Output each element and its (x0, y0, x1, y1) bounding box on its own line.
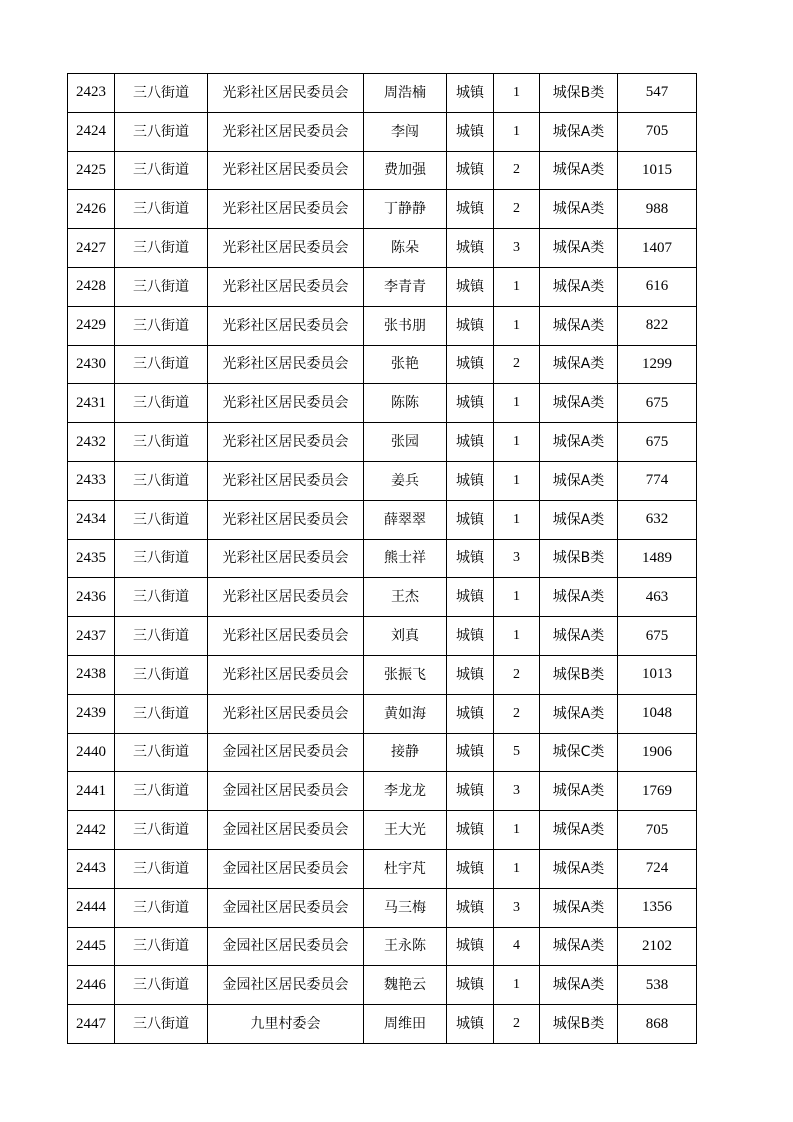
household-size-cell: 1 (494, 306, 540, 345)
area-type-cell: 城镇 (447, 461, 494, 500)
row-number-cell: 2441 (68, 772, 115, 811)
category-cell: 城保A类 (540, 423, 618, 462)
household-size-cell: 1 (494, 384, 540, 423)
category-cell: 城保A类 (540, 345, 618, 384)
street-cell: 三八街道 (115, 190, 208, 229)
community-cell: 光彩社区居民委员会 (208, 267, 364, 306)
amount-cell: 1769 (618, 772, 697, 811)
amount-cell: 1015 (618, 151, 697, 190)
household-size-cell: 1 (494, 461, 540, 500)
community-cell: 光彩社区居民委员会 (208, 694, 364, 733)
area-type-cell: 城镇 (447, 966, 494, 1005)
street-cell: 三八街道 (115, 849, 208, 888)
person-name-cell: 姜兵 (364, 461, 447, 500)
row-number-cell: 2432 (68, 423, 115, 462)
area-type-cell: 城镇 (447, 811, 494, 850)
amount-cell: 1048 (618, 694, 697, 733)
person-name-cell: 王大光 (364, 811, 447, 850)
household-size-cell: 4 (494, 927, 540, 966)
row-number-cell: 2436 (68, 578, 115, 617)
person-name-cell: 李青青 (364, 267, 447, 306)
person-name-cell: 马三梅 (364, 888, 447, 927)
area-type-cell: 城镇 (447, 190, 494, 229)
category-cell: 城保B类 (540, 539, 618, 578)
household-size-cell: 1 (494, 267, 540, 306)
table-row (68, 190, 697, 229)
table-row (68, 151, 697, 190)
amount-cell: 538 (618, 966, 697, 1005)
table-row (68, 112, 697, 151)
household-size-cell: 3 (494, 539, 540, 578)
street-cell: 三八街道 (115, 267, 208, 306)
community-cell: 光彩社区居民委员会 (208, 190, 364, 229)
community-cell: 金园社区居民委员会 (208, 849, 364, 888)
row-number-cell: 2427 (68, 229, 115, 268)
table-row (68, 384, 697, 423)
area-type-cell: 城镇 (447, 578, 494, 617)
community-cell: 光彩社区居民委员会 (208, 539, 364, 578)
street-cell: 三八街道 (115, 423, 208, 462)
person-name-cell: 张园 (364, 423, 447, 462)
person-name-cell: 张书朋 (364, 306, 447, 345)
amount-cell: 705 (618, 811, 697, 850)
person-name-cell: 费加强 (364, 151, 447, 190)
household-size-cell: 1 (494, 578, 540, 617)
household-size-cell: 2 (494, 151, 540, 190)
row-number-cell: 2433 (68, 461, 115, 500)
person-name-cell: 黄如海 (364, 694, 447, 733)
person-name-cell: 魏艳云 (364, 966, 447, 1005)
community-cell: 光彩社区居民委员会 (208, 617, 364, 656)
household-size-cell: 5 (494, 733, 540, 772)
area-type-cell: 城镇 (447, 267, 494, 306)
category-cell: 城保C类 (540, 733, 618, 772)
row-number-cell: 2426 (68, 190, 115, 229)
area-type-cell: 城镇 (447, 1005, 494, 1044)
community-cell: 金园社区居民委员会 (208, 888, 364, 927)
person-name-cell: 薛翠翠 (364, 500, 447, 539)
community-cell: 光彩社区居民委员会 (208, 306, 364, 345)
person-name-cell: 陈朵 (364, 229, 447, 268)
street-cell: 三八街道 (115, 888, 208, 927)
amount-cell: 1407 (618, 229, 697, 268)
amount-cell: 1356 (618, 888, 697, 927)
table-row (68, 655, 697, 694)
row-number-cell: 2423 (68, 74, 115, 113)
table-row (68, 345, 697, 384)
table-row (68, 772, 697, 811)
row-number-cell: 2440 (68, 733, 115, 772)
area-type-cell: 城镇 (447, 384, 494, 423)
table-row (68, 74, 697, 113)
household-size-cell: 1 (494, 617, 540, 656)
household-size-cell: 1 (494, 849, 540, 888)
row-number-cell: 2444 (68, 888, 115, 927)
street-cell: 三八街道 (115, 655, 208, 694)
street-cell: 三八街道 (115, 74, 208, 113)
amount-cell: 1906 (618, 733, 697, 772)
category-cell: 城保A类 (540, 151, 618, 190)
table-row (68, 539, 697, 578)
category-cell: 城保A类 (540, 927, 618, 966)
category-cell: 城保A类 (540, 461, 618, 500)
amount-cell: 774 (618, 461, 697, 500)
street-cell: 三八街道 (115, 617, 208, 656)
table-row (68, 306, 697, 345)
household-size-cell: 1 (494, 423, 540, 462)
area-type-cell: 城镇 (447, 888, 494, 927)
area-type-cell: 城镇 (447, 927, 494, 966)
household-size-cell: 1 (494, 966, 540, 1005)
person-name-cell: 李龙龙 (364, 772, 447, 811)
area-type-cell: 城镇 (447, 74, 494, 113)
row-number-cell: 2434 (68, 500, 115, 539)
category-cell: 城保B类 (540, 1005, 618, 1044)
person-name-cell: 陈陈 (364, 384, 447, 423)
category-cell: 城保A类 (540, 617, 618, 656)
street-cell: 三八街道 (115, 151, 208, 190)
community-cell: 光彩社区居民委员会 (208, 345, 364, 384)
category-cell: 城保A类 (540, 966, 618, 1005)
community-cell: 光彩社区居民委员会 (208, 151, 364, 190)
household-size-cell: 1 (494, 811, 540, 850)
community-cell: 金园社区居民委员会 (208, 927, 364, 966)
amount-cell: 632 (618, 500, 697, 539)
area-type-cell: 城镇 (447, 733, 494, 772)
row-number-cell: 2443 (68, 849, 115, 888)
person-name-cell: 周浩楠 (364, 74, 447, 113)
street-cell: 三八街道 (115, 306, 208, 345)
street-cell: 三八街道 (115, 772, 208, 811)
person-name-cell: 杜宇芃 (364, 849, 447, 888)
community-cell: 光彩社区居民委员会 (208, 500, 364, 539)
area-type-cell: 城镇 (447, 539, 494, 578)
person-name-cell: 周维田 (364, 1005, 447, 1044)
area-type-cell: 城镇 (447, 112, 494, 151)
subsidy-roster-table (67, 73, 697, 1044)
street-cell: 三八街道 (115, 811, 208, 850)
household-size-cell: 3 (494, 888, 540, 927)
category-cell: 城保B类 (540, 655, 618, 694)
table-row (68, 927, 697, 966)
street-cell: 三八街道 (115, 461, 208, 500)
table-row (68, 888, 697, 927)
street-cell: 三八街道 (115, 112, 208, 151)
amount-cell: 724 (618, 849, 697, 888)
household-size-cell: 1 (494, 112, 540, 151)
category-cell: 城保A类 (540, 694, 618, 733)
household-size-cell: 2 (494, 655, 540, 694)
area-type-cell: 城镇 (447, 772, 494, 811)
row-number-cell: 2446 (68, 966, 115, 1005)
table-row (68, 1005, 697, 1044)
table-row (68, 267, 697, 306)
row-number-cell: 2431 (68, 384, 115, 423)
area-type-cell: 城镇 (447, 849, 494, 888)
street-cell: 三八街道 (115, 927, 208, 966)
area-type-cell: 城镇 (447, 423, 494, 462)
community-cell: 九里村委会 (208, 1005, 364, 1044)
table-row (68, 578, 697, 617)
area-type-cell: 城镇 (447, 229, 494, 268)
community-cell: 金园社区居民委员会 (208, 733, 364, 772)
table-row (68, 849, 697, 888)
row-number-cell: 2437 (68, 617, 115, 656)
household-size-cell: 3 (494, 229, 540, 268)
community-cell: 光彩社区居民委员会 (208, 112, 364, 151)
amount-cell: 675 (618, 384, 697, 423)
community-cell: 金园社区居民委员会 (208, 811, 364, 850)
amount-cell: 616 (618, 267, 697, 306)
amount-cell: 675 (618, 617, 697, 656)
household-size-cell: 2 (494, 694, 540, 733)
person-name-cell: 熊士祥 (364, 539, 447, 578)
community-cell: 光彩社区居民委员会 (208, 74, 364, 113)
table-row (68, 423, 697, 462)
street-cell: 三八街道 (115, 384, 208, 423)
amount-cell: 822 (618, 306, 697, 345)
household-size-cell: 3 (494, 772, 540, 811)
household-size-cell: 1 (494, 500, 540, 539)
category-cell: 城保A类 (540, 190, 618, 229)
amount-cell: 463 (618, 578, 697, 617)
amount-cell: 1299 (618, 345, 697, 384)
community-cell: 金园社区居民委员会 (208, 772, 364, 811)
community-cell: 光彩社区居民委员会 (208, 229, 364, 268)
area-type-cell: 城镇 (447, 655, 494, 694)
area-type-cell: 城镇 (447, 617, 494, 656)
area-type-cell: 城镇 (447, 306, 494, 345)
category-cell: 城保A类 (540, 849, 618, 888)
category-cell: 城保A类 (540, 229, 618, 268)
row-number-cell: 2439 (68, 694, 115, 733)
row-number-cell: 2430 (68, 345, 115, 384)
household-size-cell: 2 (494, 345, 540, 384)
street-cell: 三八街道 (115, 733, 208, 772)
street-cell: 三八街道 (115, 500, 208, 539)
category-cell: 城保A类 (540, 888, 618, 927)
amount-cell: 1489 (618, 539, 697, 578)
category-cell: 城保B类 (540, 74, 618, 113)
household-size-cell: 2 (494, 1005, 540, 1044)
category-cell: 城保A类 (540, 384, 618, 423)
community-cell: 光彩社区居民委员会 (208, 423, 364, 462)
table-row (68, 500, 697, 539)
household-size-cell: 1 (494, 74, 540, 113)
community-cell: 金园社区居民委员会 (208, 966, 364, 1005)
street-cell: 三八街道 (115, 229, 208, 268)
amount-cell: 547 (618, 74, 697, 113)
street-cell: 三八街道 (115, 578, 208, 617)
row-number-cell: 2429 (68, 306, 115, 345)
category-cell: 城保A类 (540, 772, 618, 811)
person-name-cell: 刘真 (364, 617, 447, 656)
category-cell: 城保A类 (540, 112, 618, 151)
amount-cell: 675 (618, 423, 697, 462)
person-name-cell: 张艳 (364, 345, 447, 384)
amount-cell: 705 (618, 112, 697, 151)
area-type-cell: 城镇 (447, 500, 494, 539)
table-row (68, 733, 697, 772)
table-row (68, 617, 697, 656)
street-cell: 三八街道 (115, 345, 208, 384)
household-size-cell: 2 (494, 190, 540, 229)
category-cell: 城保A类 (540, 267, 618, 306)
row-number-cell: 2447 (68, 1005, 115, 1044)
row-number-cell: 2435 (68, 539, 115, 578)
table-row (68, 461, 697, 500)
area-type-cell: 城镇 (447, 151, 494, 190)
row-number-cell: 2428 (68, 267, 115, 306)
person-name-cell: 李闯 (364, 112, 447, 151)
community-cell: 光彩社区居民委员会 (208, 384, 364, 423)
street-cell: 三八街道 (115, 539, 208, 578)
table-row (68, 966, 697, 1005)
amount-cell: 988 (618, 190, 697, 229)
category-cell: 城保A类 (540, 306, 618, 345)
area-type-cell: 城镇 (447, 694, 494, 733)
street-cell: 三八街道 (115, 966, 208, 1005)
category-cell: 城保A类 (540, 500, 618, 539)
person-name-cell: 王永陈 (364, 927, 447, 966)
person-name-cell: 接静 (364, 733, 447, 772)
community-cell: 光彩社区居民委员会 (208, 461, 364, 500)
person-name-cell: 丁静静 (364, 190, 447, 229)
community-cell: 光彩社区居民委员会 (208, 655, 364, 694)
person-name-cell: 张振飞 (364, 655, 447, 694)
row-number-cell: 2425 (68, 151, 115, 190)
table-row (68, 694, 697, 733)
area-type-cell: 城镇 (447, 345, 494, 384)
amount-cell: 868 (618, 1005, 697, 1044)
street-cell: 三八街道 (115, 694, 208, 733)
row-number-cell: 2445 (68, 927, 115, 966)
amount-cell: 1013 (618, 655, 697, 694)
row-number-cell: 2438 (68, 655, 115, 694)
community-cell: 光彩社区居民委员会 (208, 578, 364, 617)
category-cell: 城保A类 (540, 578, 618, 617)
street-cell: 三八街道 (115, 1005, 208, 1044)
row-number-cell: 2442 (68, 811, 115, 850)
person-name-cell: 王杰 (364, 578, 447, 617)
table-body (68, 74, 697, 1044)
table-row (68, 811, 697, 850)
table-row (68, 229, 697, 268)
amount-cell: 2102 (618, 927, 697, 966)
category-cell: 城保A类 (540, 811, 618, 850)
row-number-cell: 2424 (68, 112, 115, 151)
